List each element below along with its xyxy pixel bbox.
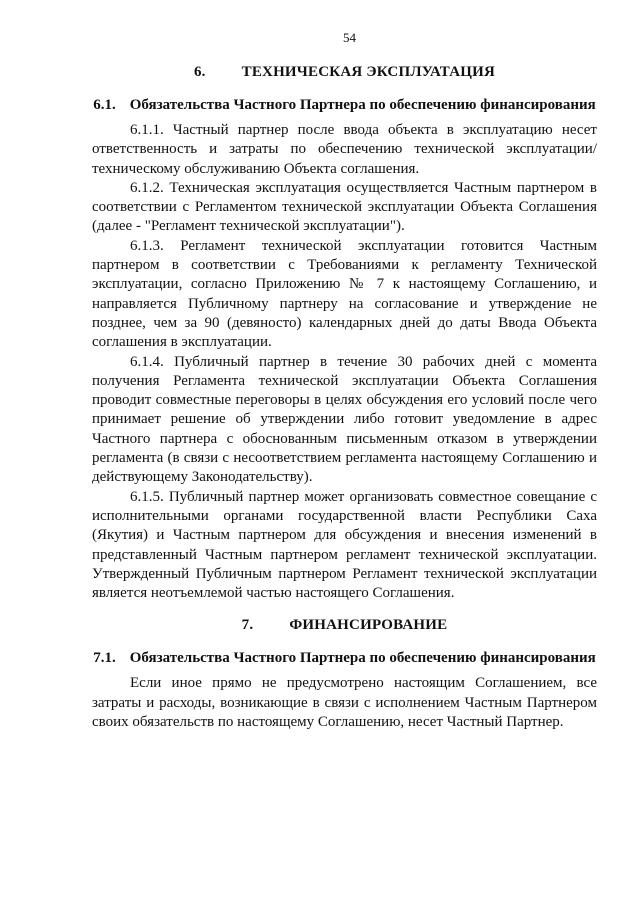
page-number: 54 — [343, 30, 356, 45]
paragraph-6-1-3: 6.1.3. Регламент технической эксплуатации готовится Частным партнером в соответствии с Требованиями к регламенту Технической эксплуатации, согласно Приложению № 7 к настоящему Соглашению, и направляется Публичному партнеру на согласование и утверждение не позднее, чем за 90 (девяносто) календарных дней до даты Ввода Объекта соглашения в эксплуатации. — [92, 237, 597, 351]
section-7-number: 7. — [241, 617, 254, 634]
subsection-6-1-title: Обязательства Частного Партнера по обеспечению финансирования — [129, 97, 596, 113]
paragraph-7-1: Если иное прямо не предусмотрено настоящим Соглашением, все затраты и расходы, возникающие в связи с исполнением Частным Партнером своих обязательств по настоящему Соглашению, несет Частный Партнер. — [92, 675, 597, 731]
subsection-7-1-title: Обязательства Частного Партнера по обеспечению финансирования — [129, 650, 596, 667]
subsection-6-1-number: 6.1. — [93, 97, 116, 113]
section-7-heading — [92, 617, 597, 634]
subsection-7-1-number: 7.1. — [93, 650, 116, 667]
section-6-heading — [92, 64, 597, 81]
section-6-title: ТЕХНИЧЕСКАЯ ЭКСПЛУАТАЦИЯ — [241, 64, 496, 80]
paragraph-6-1-1: 6.1.1. Частный партнер после ввода объекта в эксплуатацию несет ответственность и затраты по обеспечению технической эксплуатации/техническому обслуживанию Объекта соглашения. — [92, 122, 597, 177]
subsection-7-1-heading — [92, 648, 597, 668]
section-6-number: 6. — [193, 64, 206, 80]
subsection-6-1-heading — [92, 95, 597, 115]
paragraph-6-1-2: 6.1.2. Техническая эксплуатация осуществляется Частным партнером в соответствии с Регламентом технической эксплуатации Объекта Соглашения (далее - "Регламент технической эксплуатации"). — [92, 179, 597, 235]
paragraph-6-1-5: 6.1.5. Публичный партнер может организовать совместное совещание с исполнительными органами государственной власти Республики Саха (Якутия) и Частным партнером для обсуждения и внесения изменений в представленный Частным партнером регламент технической эксплуатации. Утвержденный Публичным партнером Регламент технической эксплуатации является неотъемлемой частью настоящего Соглашения. — [92, 488, 597, 602]
section-7-title: ФИНАНСИРОВАНИЕ — [289, 617, 448, 634]
document-page — [92, 30, 597, 732]
paragraph-6-1-4: 6.1.4. Публичный партнер в течение 30 рабочих дней с момента получения Регламента технической эксплуатации Объекта Соглашения проводит совместные переговоры в целях обсуждения его условий после чего принимает решение об утверждении либо готовит уведомление в адрес Частного партнера с обоснованным письменным отказом в утверждении регламента (в связи с несоответствием регламента настоящему Соглашению и действующему Законодательству). — [92, 353, 597, 486]
